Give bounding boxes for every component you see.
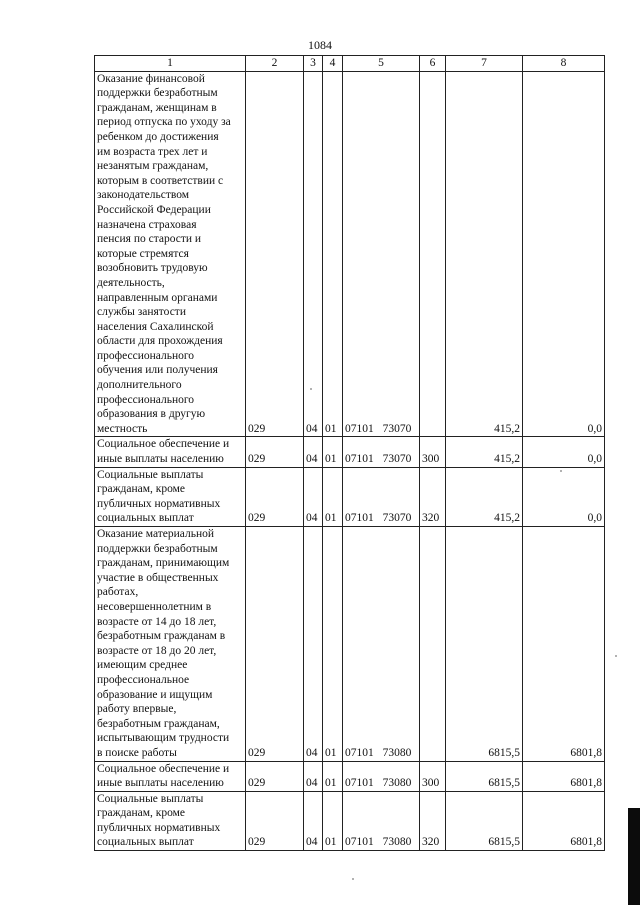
scan-speck [615,655,617,657]
row-expense-type: 300 [420,761,446,791]
table-row [95,467,605,526]
scan-edge-mark [628,808,640,905]
row-name: Социальное обеспечение и иные выплаты населению [95,761,246,791]
table-row [95,71,605,437]
row-amount-8: 6801,8 [523,761,605,791]
row-expense-type: 320 [420,791,446,850]
row-amount-8: 0,0 [523,437,605,467]
row-amount-8: 0,0 [523,467,605,526]
row-name: Социальные выплаты гражданам, кроме публичных нормативных социальных выплат [95,791,246,850]
row-admin-code: 029 [246,527,304,762]
row-amount-8: 6801,8 [523,791,605,850]
row-section: 04 [304,467,323,526]
row-amount-7: 6815,5 [446,761,523,791]
row-subsection: 01 [323,527,343,762]
row-expense-type: 300 [420,437,446,467]
header-col-4: 4 [323,56,343,72]
header-col-8: 8 [523,56,605,72]
row-amount-7: 6815,5 [446,791,523,850]
row-admin-code: 029 [246,437,304,467]
row-section: 04 [304,791,323,850]
row-name: Оказание материальной поддержки безработным гражданам, принимающим участие в общественных работах, несовершеннолетним в возрасте от 14 до 18 лет, безработным гражданам в возрасте от 18 до 20 лет, имеющим среднее профессиональное образование и ищущим работу впервые, безработным гражданам, испытывающим трудности в поиске работы [95,527,246,762]
row-admin-code: 029 [246,467,304,526]
row-name: Оказание финансовой поддержки безработным гражданам, женщинам в период отпуска по уходу за ребенком до достижения им возраста трех лет и незанятым гражданам, которым в соответствии с законодательством Российской Федерации назначена страховая пенсия по старости и которые стремятся возобновить трудовую деятельность, направленным органами службы занятости населения Сахалинской области для прохождения профессионального обучения или получения дополнительного профессионального образования в другую местность [95,71,246,437]
row-subsection: 01 [323,791,343,850]
row-target-article: 07101 73070 [343,71,420,437]
header-col-3: 3 [304,56,323,72]
row-admin-code: 029 [246,71,304,437]
header-row [95,56,605,72]
table-row [95,791,605,850]
row-name: Социальные выплаты гражданам, кроме публичных нормативных социальных выплат [95,467,246,526]
row-target-article: 07101 73080 [343,791,420,850]
table-row [95,761,605,791]
row-target-article: 07101 73080 [343,761,420,791]
row-admin-code: 029 [246,761,304,791]
row-section: 04 [304,761,323,791]
header-col-1: 1 [95,56,246,72]
header-col-5: 5 [343,56,420,72]
row-target-article: 07101 73070 [343,467,420,526]
scan-speck [352,878,354,880]
scan-speck [560,470,562,472]
row-expense-type [420,71,446,437]
table-row [95,437,605,467]
row-target-article: 07101 73080 [343,527,420,762]
row-amount-7: 415,2 [446,437,523,467]
row-amount-8: 6801,8 [523,527,605,762]
budget-table [94,55,605,851]
row-section: 04 [304,71,323,437]
row-subsection: 01 [323,71,343,437]
scan-speck [310,388,312,390]
header-col-2: 2 [246,56,304,72]
row-amount-8: 0,0 [523,71,605,437]
row-expense-type: 320 [420,467,446,526]
page-number: 1084 [308,38,332,52]
row-subsection: 01 [323,761,343,791]
row-section: 04 [304,437,323,467]
row-subsection: 01 [323,437,343,467]
row-target-article: 07101 73070 [343,437,420,467]
header-col-6: 6 [420,56,446,72]
row-subsection: 01 [323,467,343,526]
header-col-7: 7 [446,56,523,72]
row-expense-type [420,527,446,762]
row-name: Социальное обеспечение и иные выплаты населению [95,437,246,467]
row-section: 04 [304,527,323,762]
row-amount-7: 6815,5 [446,527,523,762]
row-admin-code: 029 [246,791,304,850]
row-amount-7: 415,2 [446,467,523,526]
table-row [95,527,605,762]
row-amount-7: 415,2 [446,71,523,437]
